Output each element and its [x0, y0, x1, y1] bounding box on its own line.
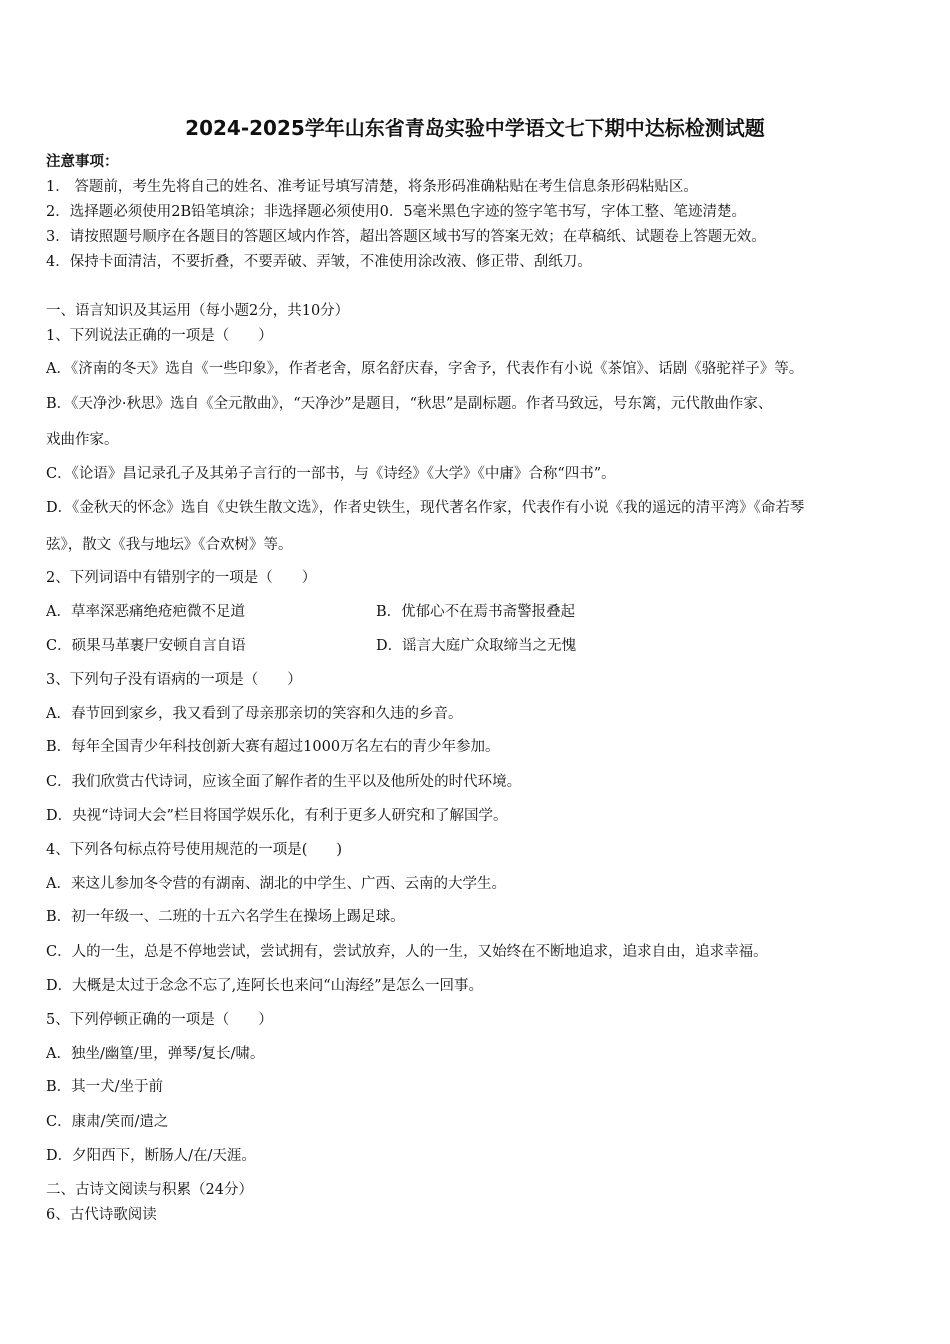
q5-stem: 5、下列停顿正确的一项是（ ） — [46, 1012, 273, 1028]
q3-option-c: C．我们欣赏古代诗词，应该全面了解作者的生平以及他所处的时代环境。 — [46, 774, 522, 790]
section1-heading: 一、语言知识及其运用（每小题2分，共10分） — [46, 303, 350, 319]
section2-heading: 二、古诗文阅读与积累（24分） — [46, 1182, 253, 1198]
q1-option-b-cont: 戏曲作家。 — [46, 432, 119, 448]
q1-stem: 1、下列说法正确的一项是（ ） — [46, 328, 273, 344]
q4-option-a: A．来这儿参加冬令营的有湖南、湖北的中学生、广西、云南的大学生。 — [46, 876, 506, 892]
notice-item: 3．请按照题号顺序在各题目的答题区域内作答，超出答题区域书写的答案无效；在草稿纸、试题卷上答题无效。 — [46, 229, 766, 245]
q2-stem: 2、下列词语中有错别字的一项是（ ） — [46, 570, 317, 586]
q4-option-d: D．大概是太过于念念不忘了,连阿长也来问“山海经”是怎么一回事。 — [46, 978, 484, 994]
q1-option-b: B．《天净沙·秋思》选自《全元散曲》，“天净沙”是题目，“秋思”是副标题。作者马致远，号东篱，元代散曲作家、 — [46, 396, 773, 412]
q2-option-b: B．优郁心不在焉书斋警报叠起 — [376, 604, 576, 620]
q5-option-c: C．康肃/笑而/遣之 — [46, 1114, 169, 1130]
q1-option-c: C．《论语》昌记录孔子及其弟子言行的一部书，与《诗经》《大学》《中庸》合称“四书”。 — [46, 466, 616, 482]
q4-option-b: B．初一年级一、二班的十五六名学生在操场上踢足球。 — [46, 909, 405, 925]
q1-option-a: A．《济南的冬天》选自《一些印象》，作者老舍，原名舒庆春，字舍予，代表作有小说《茶馆》、话剧《骆驼祥子》等。 — [46, 361, 804, 377]
q5-option-a: A．独坐/幽篁/里，弹琴/复长/啸。 — [46, 1046, 265, 1062]
q5-option-d: D．夕阳西下，断肠人/在/天涯。 — [46, 1148, 256, 1164]
notice-item: 4．保持卡面清洁，不要折叠，不要弄破、弄皱，不准使用涂改液、修正带、刮纸刀。 — [46, 254, 592, 270]
q2-option-d: D．谣言大庭广众取缔当之无愧 — [376, 638, 577, 654]
q3-option-d: D．央视“诗词大会”栏目将国学娱乐化，有利于更多人研究和了解国学。 — [46, 808, 508, 824]
q3-option-b: B．每年全国青少年科技创新大赛有超过1000万名左右的青少年参加。 — [46, 739, 500, 755]
q3-stem: 3、下列句子没有语病的一项是（ ） — [46, 672, 302, 688]
notice-item: 2．选择题必须使用2B铅笔填涂；非选择题必须使用0．5毫米黑色字迹的签字笔书写，字体工整、笔迹清楚。 — [46, 204, 747, 220]
q5-option-b: B．其一犬/坐于前 — [46, 1079, 164, 1095]
page-title: 2024-2025学年山东省青岛实验中学语文七下期中达标检测试题 — [185, 116, 765, 140]
notice-heading: 注意事项： — [46, 153, 119, 170]
notice-item: 1． 答题前，考生先将自己的姓名、准考证号填写清楚，将条形码准确粘贴在考生信息条形码粘贴区。 — [46, 179, 698, 195]
q6-stem: 6、古代诗歌阅读 — [46, 1207, 157, 1223]
q1-option-d: D．《金秋天的怀念》选自《史铁生散文选》，作者史铁生，现代著名作家，代表作有小说《我的遥远的清平湾》《命若琴 — [46, 500, 805, 516]
q3-option-a: A．春节回到家乡，我又看到了母亲那亲切的笑容和久违的乡音。 — [46, 706, 463, 722]
q4-option-c: C．人的一生，总是不停地尝试，尝试拥有，尝试放弃，人的一生，又始终在不断地追求，追求自由，追求幸福。 — [46, 944, 768, 960]
q4-stem: 4、下列各句标点符号使用规范的一项是( ) — [46, 842, 343, 858]
q2-option-a: A．草率深恶痛绝疮疤微不足道 — [46, 604, 245, 620]
q1-option-d-cont: 弦》，散文《我与地坛》《合欢树》等。 — [46, 537, 293, 553]
q2-option-c: C．硕果马革裹尸安顿自言自语 — [46, 638, 246, 654]
